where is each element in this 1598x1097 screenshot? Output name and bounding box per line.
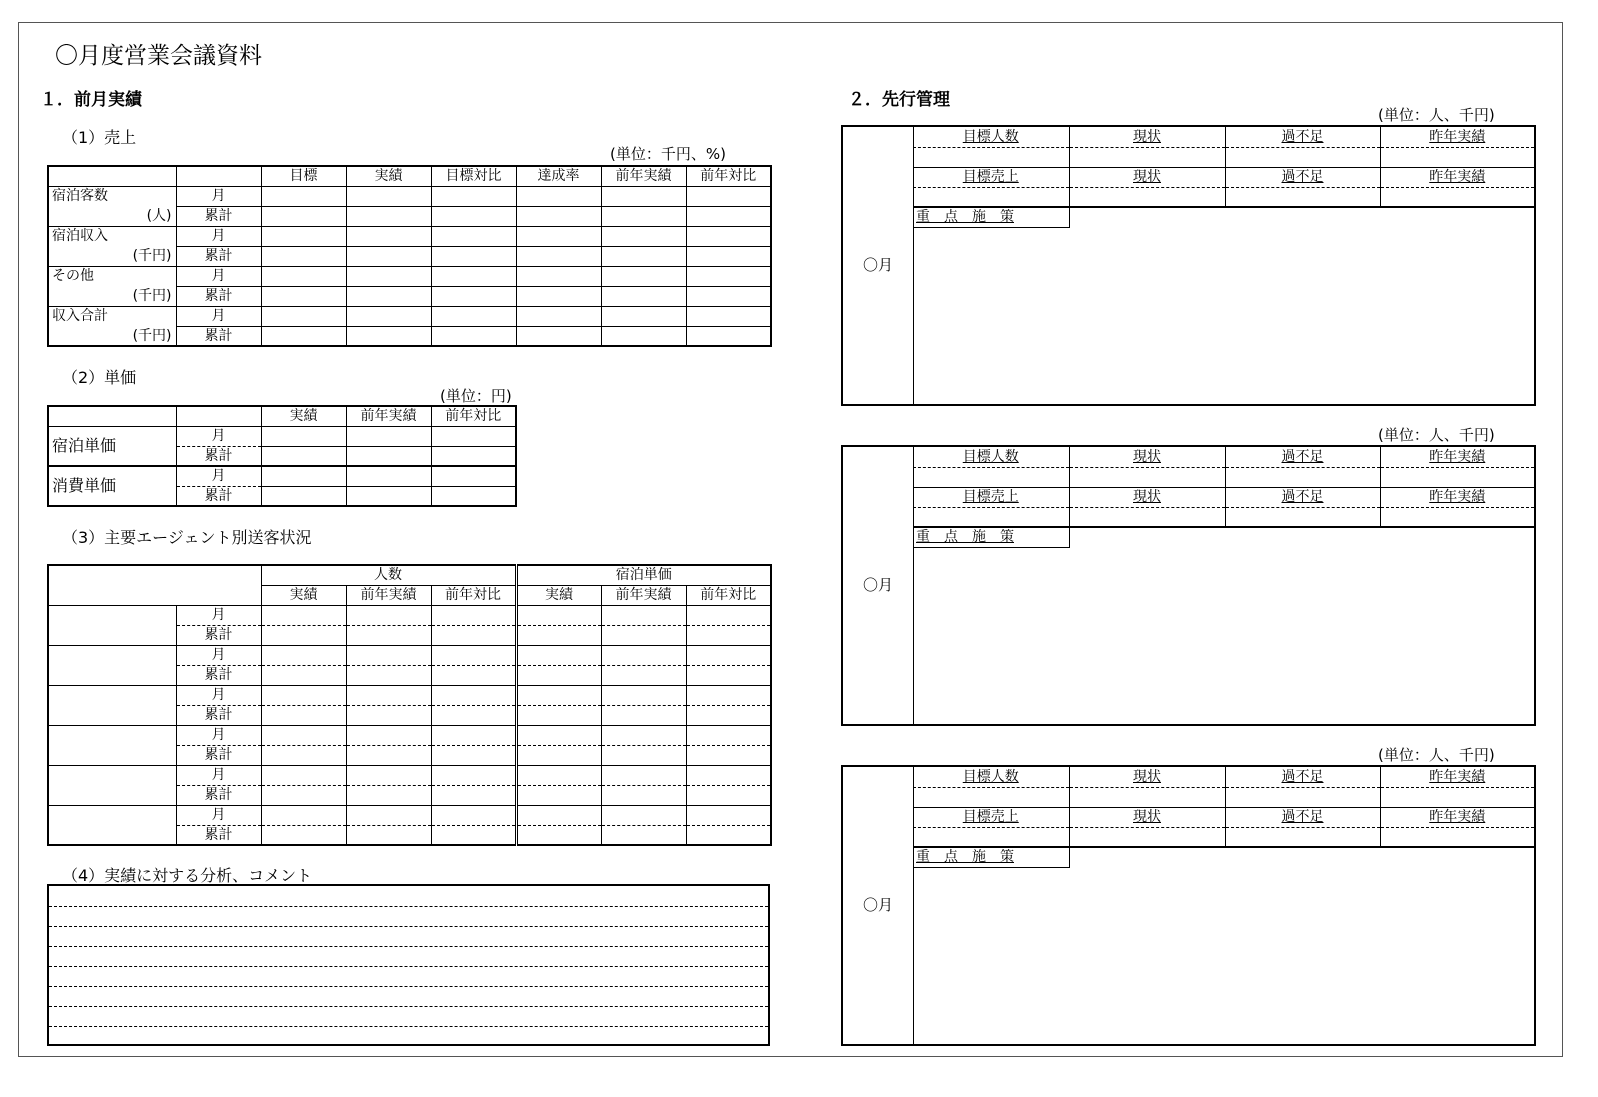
agents-cell[interactable] xyxy=(431,725,516,745)
current-label: 現状 xyxy=(1069,807,1225,827)
sales-table xyxy=(47,165,772,347)
sales-unit: (単位：千円、%) xyxy=(610,145,726,163)
agents-cell[interactable] xyxy=(686,685,771,705)
agents-cell[interactable] xyxy=(261,645,346,665)
agents-cell[interactable] xyxy=(346,805,431,825)
agents-cell[interactable] xyxy=(686,645,771,665)
focus-measures-label: 重 点 施 策 xyxy=(913,527,1069,547)
sales-cell[interactable] xyxy=(516,246,601,266)
month-label: 月 xyxy=(176,805,261,825)
sales-cell[interactable] xyxy=(516,326,601,346)
agent-name-cell[interactable] xyxy=(48,605,176,645)
current-value[interactable] xyxy=(1069,827,1225,847)
target-sales-value[interactable] xyxy=(913,507,1069,527)
unit-price-row-label: 宿泊単価 xyxy=(48,426,176,466)
agents-table xyxy=(47,564,772,846)
comment-line xyxy=(49,986,768,987)
unit-price-col-prev-ratio: 前年対比 xyxy=(431,406,516,426)
unit-price-cell[interactable] xyxy=(431,486,516,506)
cumulative-label: 累計 xyxy=(176,446,261,466)
agents-cell[interactable] xyxy=(516,645,601,665)
agents-cell[interactable] xyxy=(261,805,346,825)
forecast-block xyxy=(841,125,1536,406)
sales-cell[interactable] xyxy=(686,306,771,326)
sales-cell[interactable] xyxy=(261,186,346,206)
agents-cell[interactable] xyxy=(686,805,771,825)
agents-cell[interactable] xyxy=(431,785,516,805)
current-value[interactable] xyxy=(1069,187,1225,207)
unit-price-heading: （2）単価 xyxy=(62,368,137,387)
target-people-value[interactable] xyxy=(913,787,1069,807)
shortfall-label: 過不足 xyxy=(1225,167,1380,187)
shortfall-value[interactable] xyxy=(1225,827,1380,847)
comment-line xyxy=(49,1026,768,1027)
section1-heading: １．前月実績 xyxy=(40,90,142,110)
agents-cell[interactable] xyxy=(346,785,431,805)
analysis-comment-area[interactable] xyxy=(47,884,770,1046)
sales-row-label: 収入合計 xyxy=(48,306,176,326)
unit-price-cell[interactable] xyxy=(346,466,431,486)
agents-cell[interactable] xyxy=(686,625,771,645)
sales-row-label: 宿泊収入 xyxy=(48,226,176,246)
target-sales-label: 目標売上 xyxy=(913,487,1069,507)
agents-cell[interactable] xyxy=(431,685,516,705)
unit-price-cell[interactable] xyxy=(261,426,346,446)
sales-col-target: 目標 xyxy=(261,166,346,186)
agents-cell[interactable] xyxy=(516,785,601,805)
agents-cell[interactable] xyxy=(601,685,686,705)
agents-cell[interactable] xyxy=(601,765,686,785)
shortfall-label: 過不足 xyxy=(1225,807,1380,827)
sales-col-achievement: 達成率 xyxy=(516,166,601,186)
agents-cell[interactable] xyxy=(431,665,516,685)
agents-cell[interactable] xyxy=(686,785,771,805)
month-label: 月 xyxy=(176,765,261,785)
agents-cell[interactable] xyxy=(261,745,346,765)
last-year-value[interactable] xyxy=(1380,827,1534,847)
current-value[interactable] xyxy=(1069,147,1225,167)
agents-cell[interactable] xyxy=(516,685,601,705)
last-year-label: 昨年実績 xyxy=(1380,127,1534,147)
agents-cell[interactable] xyxy=(261,725,346,745)
agents-cell[interactable] xyxy=(601,625,686,645)
forecast-month-label: 〇月 xyxy=(843,447,914,724)
agents-cell[interactable] xyxy=(686,745,771,765)
forecast-table xyxy=(913,767,1534,868)
agents-cell[interactable] xyxy=(516,705,601,725)
agents-cell[interactable] xyxy=(516,745,601,765)
sales-cell[interactable] xyxy=(261,306,346,326)
sales-cell[interactable] xyxy=(431,246,516,266)
shortfall-value[interactable] xyxy=(1225,787,1380,807)
agents-cell[interactable] xyxy=(601,805,686,825)
section2-heading: ２．先行管理 xyxy=(848,90,950,110)
month-label: 月 xyxy=(176,685,261,705)
sales-corner-2 xyxy=(176,166,261,186)
sales-row-unit: (千円) xyxy=(48,286,176,306)
agents-cell[interactable] xyxy=(346,685,431,705)
agents-cell[interactable] xyxy=(261,625,346,645)
sales-cell[interactable] xyxy=(516,286,601,306)
sales-cell[interactable] xyxy=(431,186,516,206)
sales-cell[interactable] xyxy=(431,266,516,286)
sales-cell[interactable] xyxy=(516,226,601,246)
agents-cell[interactable] xyxy=(261,765,346,785)
sales-cell[interactable] xyxy=(601,306,686,326)
comment-line xyxy=(49,966,768,967)
unit-price-unit: (単位：円) xyxy=(440,387,512,405)
agents-cell[interactable] xyxy=(516,665,601,685)
current-label: 現状 xyxy=(1069,127,1225,147)
sales-cell[interactable] xyxy=(346,206,431,226)
sales-cell[interactable] xyxy=(686,326,771,346)
agents-cell[interactable] xyxy=(601,745,686,765)
sales-cell[interactable] xyxy=(601,286,686,306)
agents-col-prev-actual: 前年実績 xyxy=(601,585,686,605)
cumulative-label: 累計 xyxy=(176,785,261,805)
page-title: 〇月度営業会議資料 xyxy=(55,43,262,69)
sales-cell[interactable] xyxy=(261,246,346,266)
agents-cell[interactable] xyxy=(346,705,431,725)
agents-cell[interactable] xyxy=(516,805,601,825)
sales-cell[interactable] xyxy=(516,306,601,326)
current-label: 現状 xyxy=(1069,447,1225,467)
sales-cell[interactable] xyxy=(261,286,346,306)
target-people-value[interactable] xyxy=(913,147,1069,167)
agent-name-cell[interactable] xyxy=(48,725,176,765)
unit-price-cell[interactable] xyxy=(261,466,346,486)
shortfall-value[interactable] xyxy=(1225,187,1380,207)
agents-cell[interactable] xyxy=(431,625,516,645)
sales-row-unit: (人) xyxy=(48,206,176,226)
agents-cell[interactable] xyxy=(431,745,516,765)
agents-cell[interactable] xyxy=(261,705,346,725)
agents-cell[interactable] xyxy=(346,625,431,645)
cumulative-label: 累計 xyxy=(176,665,261,685)
sales-cell[interactable] xyxy=(346,226,431,246)
agents-cell[interactable] xyxy=(261,785,346,805)
forecast-month-label: 〇月 xyxy=(843,127,914,404)
section2-unit: (単位：人、千円) xyxy=(1378,746,1495,764)
agents-cell[interactable] xyxy=(686,765,771,785)
agents-heading: （3）主要エージェント別送客状況 xyxy=(62,528,312,547)
sales-cell[interactable] xyxy=(686,186,771,206)
month-label: 月 xyxy=(176,725,261,745)
agents-cell[interactable] xyxy=(601,725,686,745)
agents-cell[interactable] xyxy=(261,605,346,625)
sales-heading: （1）売上 xyxy=(62,128,137,147)
sales-cell[interactable] xyxy=(686,286,771,306)
agents-col-prev-ratio: 前年対比 xyxy=(431,585,516,605)
agents-cell[interactable] xyxy=(516,825,601,845)
sales-cell[interactable] xyxy=(346,326,431,346)
unit-price-cell[interactable] xyxy=(346,426,431,446)
agents-cell[interactable] xyxy=(346,645,431,665)
sales-cell[interactable] xyxy=(686,226,771,246)
unit-price-cell[interactable] xyxy=(261,486,346,506)
last-year-label: 昨年実績 xyxy=(1380,487,1534,507)
agent-name-cell[interactable] xyxy=(48,765,176,805)
agents-cell[interactable] xyxy=(686,705,771,725)
agents-group-unit-price: 宿泊単価 xyxy=(516,565,771,585)
sales-cell[interactable] xyxy=(346,266,431,286)
month-label: 月 xyxy=(176,186,261,206)
agents-cell[interactable] xyxy=(686,725,771,745)
agents-cell[interactable] xyxy=(601,605,686,625)
current-value[interactable] xyxy=(1069,787,1225,807)
target-people-value[interactable] xyxy=(913,467,1069,487)
agents-cell[interactable] xyxy=(346,665,431,685)
shortfall-label: 過不足 xyxy=(1225,487,1380,507)
focus-measures-label: 重 点 施 策 xyxy=(913,847,1069,867)
cumulative-label: 累計 xyxy=(176,206,261,226)
agents-cell[interactable] xyxy=(431,645,516,665)
target-sales-value[interactable] xyxy=(913,827,1069,847)
agents-cell[interactable] xyxy=(686,825,771,845)
sales-corner xyxy=(48,166,176,186)
sales-row-unit: (千円) xyxy=(48,246,176,266)
cumulative-label: 累計 xyxy=(176,745,261,765)
agents-cell[interactable] xyxy=(686,665,771,685)
focus-measures-area[interactable] xyxy=(1069,527,1534,547)
sales-cell[interactable] xyxy=(601,266,686,286)
unit-price-corner-2 xyxy=(176,406,261,426)
month-label: 月 xyxy=(176,266,261,286)
agents-cell[interactable] xyxy=(516,605,601,625)
agents-cell[interactable] xyxy=(431,605,516,625)
sales-cell[interactable] xyxy=(346,246,431,266)
unit-price-cell[interactable] xyxy=(261,446,346,466)
sales-cell[interactable] xyxy=(261,226,346,246)
last-year-value[interactable] xyxy=(1380,507,1534,527)
last-year-value[interactable] xyxy=(1380,187,1534,207)
unit-price-cell[interactable] xyxy=(346,446,431,466)
current-label: 現状 xyxy=(1069,167,1225,187)
forecast-month-label: 〇月 xyxy=(843,767,914,1044)
month-label: 月 xyxy=(176,645,261,665)
agents-cell[interactable] xyxy=(346,605,431,625)
target-people-label: 目標人数 xyxy=(913,127,1069,147)
agent-name-cell[interactable] xyxy=(48,805,176,845)
last-year-label: 昨年実績 xyxy=(1380,807,1534,827)
last-year-label: 昨年実績 xyxy=(1380,767,1534,787)
agents-cell[interactable] xyxy=(601,665,686,685)
last-year-value[interactable] xyxy=(1380,467,1534,487)
current-value[interactable] xyxy=(1069,467,1225,487)
sales-cell[interactable] xyxy=(601,326,686,346)
current-label: 現状 xyxy=(1069,767,1225,787)
unit-price-corner xyxy=(48,406,176,426)
unit-price-cell[interactable] xyxy=(431,426,516,446)
agents-cell[interactable] xyxy=(261,685,346,705)
agents-cell[interactable] xyxy=(261,665,346,685)
agents-col-prev-ratio: 前年対比 xyxy=(686,585,771,605)
shortfall-label: 過不足 xyxy=(1225,127,1380,147)
sales-cell[interactable] xyxy=(431,306,516,326)
sales-col-prev-actual: 前年実績 xyxy=(601,166,686,186)
sales-cell[interactable] xyxy=(346,186,431,206)
shortfall-value[interactable] xyxy=(1225,467,1380,487)
sales-row-label: その他 xyxy=(48,266,176,286)
sales-cell[interactable] xyxy=(431,206,516,226)
agents-cell[interactable] xyxy=(346,825,431,845)
cumulative-label: 累計 xyxy=(176,825,261,845)
agents-cell[interactable] xyxy=(601,645,686,665)
sales-cell[interactable] xyxy=(346,306,431,326)
sales-cell[interactable] xyxy=(516,186,601,206)
cumulative-label: 累計 xyxy=(176,625,261,645)
cumulative-label: 累計 xyxy=(176,486,261,506)
shortfall-label: 過不足 xyxy=(1225,447,1380,467)
sales-col-prev-ratio: 前年対比 xyxy=(686,166,771,186)
agents-cell[interactable] xyxy=(261,825,346,845)
cumulative-label: 累計 xyxy=(176,705,261,725)
unit-price-row-label: 消費単価 xyxy=(48,466,176,506)
sales-cell[interactable] xyxy=(601,226,686,246)
forecast-block xyxy=(841,765,1536,1046)
sales-row-label: 宿泊客数 xyxy=(48,186,176,206)
sales-cell[interactable] xyxy=(346,286,431,306)
last-year-value[interactable] xyxy=(1380,147,1534,167)
agents-cell[interactable] xyxy=(516,765,601,785)
agents-cell[interactable] xyxy=(516,625,601,645)
month-label: 月 xyxy=(176,605,261,625)
sales-cell[interactable] xyxy=(261,266,346,286)
focus-measures-area[interactable] xyxy=(1069,847,1534,867)
agents-cell[interactable] xyxy=(346,765,431,785)
comment-line xyxy=(49,906,768,907)
focus-measures-area[interactable] xyxy=(1069,207,1534,227)
last-year-value[interactable] xyxy=(1380,787,1534,807)
agents-cell[interactable] xyxy=(431,805,516,825)
comment-line xyxy=(49,926,768,927)
agent-name-cell[interactable] xyxy=(48,685,176,725)
month-label: 月 xyxy=(176,306,261,326)
sales-cell[interactable] xyxy=(686,206,771,226)
current-label: 現状 xyxy=(1069,487,1225,507)
last-year-label: 昨年実績 xyxy=(1380,447,1534,467)
agent-name-cell[interactable] xyxy=(48,645,176,685)
unit-price-col-actual: 実績 xyxy=(261,406,346,426)
agents-cell[interactable] xyxy=(346,745,431,765)
sales-cell[interactable] xyxy=(686,246,771,266)
comment-line xyxy=(49,946,768,947)
section2-unit: (単位：人、千円) xyxy=(1378,426,1495,444)
sales-cell[interactable] xyxy=(686,266,771,286)
agents-col-actual: 実績 xyxy=(261,585,346,605)
agents-cell[interactable] xyxy=(431,705,516,725)
agents-col-actual: 実績 xyxy=(516,585,601,605)
shortfall-value[interactable] xyxy=(1225,147,1380,167)
month-label: 月 xyxy=(176,426,261,446)
cumulative-label: 累計 xyxy=(176,246,261,266)
forecast-table xyxy=(913,447,1534,548)
agents-corner xyxy=(48,565,261,605)
agents-col-prev-actual: 前年実績 xyxy=(346,585,431,605)
sales-cell[interactable] xyxy=(516,266,601,286)
month-label: 月 xyxy=(176,466,261,486)
unit-price-col-prev-actual: 前年実績 xyxy=(346,406,431,426)
unit-price-cell[interactable] xyxy=(346,486,431,506)
analysis-heading: （4）実績に対する分析、コメント xyxy=(62,866,313,885)
agents-cell[interactable] xyxy=(431,825,516,845)
month-label: 月 xyxy=(176,226,261,246)
sales-cell[interactable] xyxy=(601,206,686,226)
agents-cell[interactable] xyxy=(431,765,516,785)
unit-price-cell[interactable] xyxy=(431,466,516,486)
comment-line xyxy=(49,1006,768,1007)
target-people-label: 目標人数 xyxy=(913,767,1069,787)
sales-cell[interactable] xyxy=(261,206,346,226)
sales-cell[interactable] xyxy=(261,326,346,346)
forecast-table xyxy=(913,127,1534,228)
sales-row-unit: (千円) xyxy=(48,326,176,346)
agents-cell[interactable] xyxy=(346,725,431,745)
shortfall-value[interactable] xyxy=(1225,507,1380,527)
focus-measures-label: 重 点 施 策 xyxy=(913,207,1069,227)
agents-cell[interactable] xyxy=(601,825,686,845)
cumulative-label: 累計 xyxy=(176,326,261,346)
section2-unit: (単位：人、千円) xyxy=(1378,106,1495,124)
agents-cell[interactable] xyxy=(601,705,686,725)
current-value[interactable] xyxy=(1069,507,1225,527)
forecast-block xyxy=(841,445,1536,726)
sales-col-actual: 実績 xyxy=(346,166,431,186)
sales-cell[interactable] xyxy=(601,186,686,206)
target-people-label: 目標人数 xyxy=(913,447,1069,467)
cumulative-label: 累計 xyxy=(176,286,261,306)
agents-group-people: 人数 xyxy=(261,565,516,585)
sales-cell[interactable] xyxy=(431,226,516,246)
sales-cell[interactable] xyxy=(431,286,516,306)
agents-cell[interactable] xyxy=(601,785,686,805)
sales-cell[interactable] xyxy=(431,326,516,346)
unit-price-cell[interactable] xyxy=(431,446,516,466)
target-sales-value[interactable] xyxy=(913,187,1069,207)
unit-price-table xyxy=(47,405,517,507)
sales-col-target-ratio: 目標対比 xyxy=(431,166,516,186)
sales-cell[interactable] xyxy=(601,246,686,266)
sales-cell[interactable] xyxy=(516,206,601,226)
shortfall-label: 過不足 xyxy=(1225,767,1380,787)
last-year-label: 昨年実績 xyxy=(1380,167,1534,187)
target-sales-label: 目標売上 xyxy=(913,807,1069,827)
agents-cell[interactable] xyxy=(516,725,601,745)
target-sales-label: 目標売上 xyxy=(913,167,1069,187)
agents-cell[interactable] xyxy=(686,605,771,625)
